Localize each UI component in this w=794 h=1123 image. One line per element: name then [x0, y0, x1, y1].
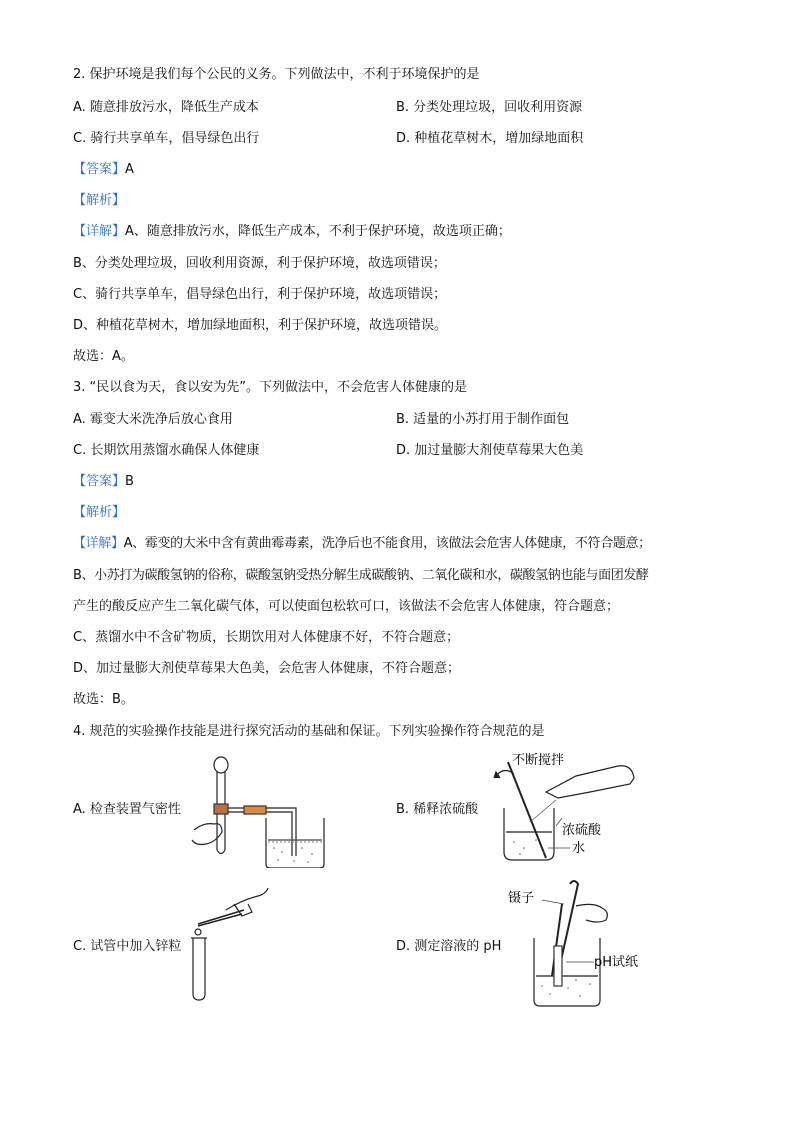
detail-text: A、随意排放污水，降低生产成本，不利于保护环境，故选项正确； — [125, 224, 511, 239]
q3-answer — [73, 473, 134, 491]
figure-add-zinc — [186, 882, 270, 1002]
answer-tag: 【答案】 — [73, 162, 126, 177]
answer-tag: 【答案】 — [73, 474, 126, 489]
label-stir: 不断搅拌 — [512, 753, 565, 768]
q2-option-c: C. 骑行共享单车，倡导绿色出行 — [73, 131, 260, 146]
beaker — [534, 938, 600, 1006]
q3-detail-b-cont: 产生的酸反应产生二氧化碳气体，可以使面包松软可口，该做法不会危害人体健康，符合题意； — [73, 599, 620, 614]
q3-stem: 3. “民以食为天，食以安为先”。下列做法中，不会危害人体健康的是 — [73, 380, 468, 395]
figure-dilute-acid — [490, 752, 640, 864]
q3-option-b: B. 适量的小苏打用于制作面包 — [396, 412, 570, 427]
q2-option-d: D. 种植花草树木，增加绿地面积 — [396, 131, 584, 146]
figure-airtightness-check — [184, 752, 326, 868]
q3-analysis-tag: 【解析】 — [73, 505, 126, 520]
q3-detail-a — [73, 535, 651, 553]
q2-detail-c: C、骑行共享单车，倡导绿色出行，利于保护环境，故选项错误； — [73, 287, 447, 302]
q4-stem: 4. 规范的实验操作技能是进行探究活动的基础和保证。下列实验操作符合规范的是 — [73, 724, 545, 739]
q4-option-a: A. 检查装置气密性 — [73, 802, 181, 817]
q2-stem: 2. 保护环境是我们每个公民的义务。下列做法中，不利于环境保护的是 — [73, 67, 480, 82]
q2-detail-a — [73, 223, 511, 241]
answer-value: A — [125, 162, 134, 177]
q3-option-d: D. 加过量膨大剂使草莓果大色美 — [396, 443, 584, 458]
q3-option-a: A. 霉变大米洗净后放心食用 — [73, 412, 233, 427]
hand — [226, 888, 268, 910]
glass-rod — [508, 762, 546, 858]
q4-option-c: C. 试管中加入锌粒 — [73, 939, 182, 954]
q3-conclusion: 故选：B。 — [73, 692, 134, 707]
q4-option-b: B. 稀释浓硫酸 — [396, 802, 479, 817]
detail-text: A、霉变的大米中含有黄曲霉毒素，洗净后也不能食用，该做法会危害人体健康，不符合题意； — [123, 536, 651, 551]
tweezers — [198, 910, 244, 924]
q2-detail-d: D、种植花草树木，增加绿地面积，利于保护环境，故选项错误。 — [73, 318, 448, 333]
label-tweezers: 镊子 — [508, 891, 535, 906]
q3-detail-c: C、蒸馏水中不含矿物质，长期饮用对人体健康不好，不符合题意； — [73, 630, 460, 645]
q4-option-d: D. 测定溶液的 pH — [396, 939, 502, 954]
beaker — [266, 818, 324, 868]
bulb-top — [214, 757, 228, 773]
q2-analysis-tag: 【解析】 — [73, 193, 126, 208]
ph-paper — [554, 946, 562, 986]
q2-option-a: A. 随意排放污水，降低生产成本 — [73, 100, 259, 115]
label-ph-paper: pH试纸 — [594, 955, 639, 970]
q2-conclusion: 故选：A。 — [73, 349, 134, 364]
label-water: 水 — [572, 841, 586, 856]
zinc-granule — [195, 929, 201, 935]
q3-detail-b: B、小苏打为碳酸氢钠的俗称，碳酸氢钠受热分解生成碳酸钠、二氧化碳和水，碳酸氢钠也能与面团发酵 — [73, 568, 649, 583]
acid-bottle — [546, 766, 634, 798]
q2-answer — [73, 161, 134, 179]
detail-tag: 【详解】 — [73, 224, 126, 239]
hand — [576, 904, 607, 922]
figure-measure-ph — [506, 876, 656, 1010]
label-acid: 浓硫酸 — [562, 823, 602, 838]
q2-option-b: B. 分类处理垃圾，回收利用资源 — [396, 100, 583, 115]
test-tube — [193, 938, 205, 1000]
q2-detail-b: B、分类处理垃圾，回收利用资源，利于保护环境，故选项错误； — [73, 256, 446, 271]
q3-detail-d: D、加过量膨大剂使草莓果大色美，会危害人体健康，不符合题意； — [73, 661, 461, 676]
answer-value: B — [125, 474, 134, 489]
rubber-stopper — [214, 804, 228, 814]
q3-option-c: C. 长期饮用蒸馏水确保人体健康 — [73, 443, 260, 458]
detail-tag: 【详解】 — [73, 536, 124, 551]
